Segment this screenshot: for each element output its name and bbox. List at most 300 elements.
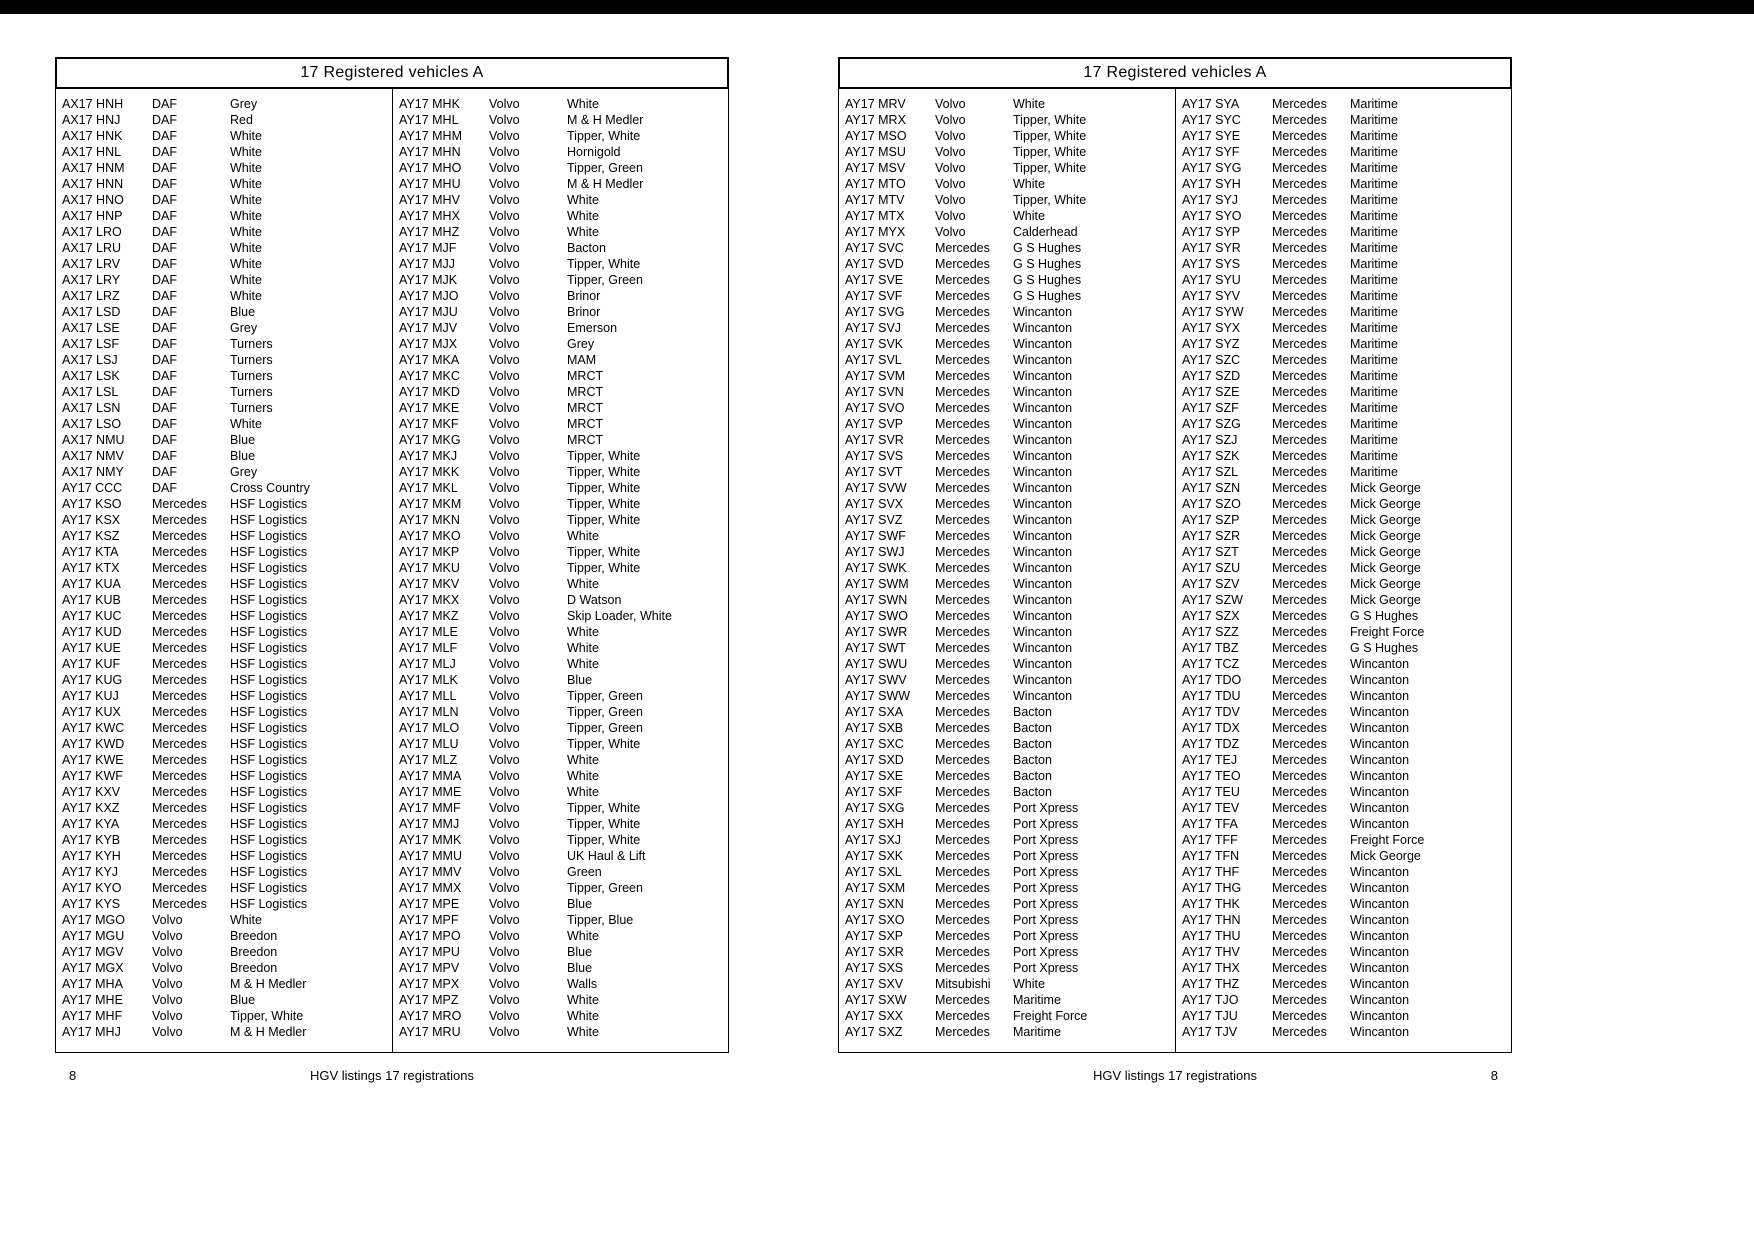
operator: Wincanton bbox=[1013, 305, 1073, 319]
operator: Cross Country bbox=[230, 481, 310, 495]
table-row bbox=[56, 608, 392, 624]
registration: AY17 TJU bbox=[1182, 1009, 1238, 1023]
operator: Tipper, White bbox=[567, 545, 641, 559]
operator: Turners bbox=[230, 353, 273, 367]
table-row bbox=[839, 736, 1175, 752]
operator: Mick George bbox=[1350, 561, 1421, 575]
operator: Brinor bbox=[567, 289, 601, 303]
table-row bbox=[393, 656, 728, 672]
operator: Wincanton bbox=[1350, 721, 1410, 735]
registration: AY17 MHJ bbox=[62, 1025, 121, 1039]
table-row bbox=[393, 512, 728, 528]
operator: White bbox=[230, 145, 262, 159]
table-row bbox=[56, 1024, 392, 1040]
registration: AY17 SZV bbox=[1182, 577, 1240, 591]
operator: Maritime bbox=[1350, 449, 1398, 463]
make: Volvo bbox=[489, 961, 520, 975]
operator: Tipper, White bbox=[567, 817, 641, 831]
make: Volvo bbox=[489, 849, 520, 863]
operator: HSF Logistics bbox=[230, 897, 308, 911]
make: Mercedes bbox=[1272, 833, 1327, 847]
table-row bbox=[1176, 464, 1511, 480]
registration: AY17 MGO bbox=[62, 913, 125, 927]
make: Mercedes bbox=[152, 881, 207, 895]
make: Mercedes bbox=[152, 545, 207, 559]
make: Mercedes bbox=[152, 689, 207, 703]
make: Mercedes bbox=[935, 369, 990, 383]
table-row bbox=[393, 464, 728, 480]
table-row bbox=[393, 368, 728, 384]
operator: Wincanton bbox=[1013, 369, 1073, 383]
registration: AY17 TDX bbox=[1182, 721, 1240, 735]
registration: AY17 MLJ bbox=[399, 657, 456, 671]
table-row bbox=[839, 336, 1175, 352]
make: Mercedes bbox=[1272, 721, 1327, 735]
operator: MAM bbox=[567, 353, 597, 367]
make: Volvo bbox=[152, 961, 183, 975]
operator: White bbox=[567, 193, 599, 207]
table-row bbox=[56, 752, 392, 768]
operator: White bbox=[230, 273, 262, 287]
operator: Mick George bbox=[1350, 497, 1421, 511]
make: Mercedes bbox=[1272, 801, 1327, 815]
registration: AY17 MLU bbox=[399, 737, 459, 751]
make: Volvo bbox=[489, 177, 520, 191]
registration: AY17 TCZ bbox=[1182, 657, 1240, 671]
make: Mercedes bbox=[152, 737, 207, 751]
operator: Wincanton bbox=[1013, 433, 1073, 447]
make: Mercedes bbox=[1272, 625, 1327, 639]
registration: AY17 SXG bbox=[845, 801, 905, 815]
make: Mercedes bbox=[1272, 225, 1327, 239]
make: Mercedes bbox=[1272, 753, 1327, 767]
operator: Mick George bbox=[1350, 513, 1421, 527]
table-row bbox=[839, 576, 1175, 592]
table-row bbox=[839, 752, 1175, 768]
registration: AY17 SZG bbox=[1182, 417, 1241, 431]
make: Mercedes bbox=[152, 497, 207, 511]
make: Mercedes bbox=[152, 769, 207, 783]
registration: AY17 KSZ bbox=[62, 529, 120, 543]
make: Mercedes bbox=[935, 257, 990, 271]
make: Volvo bbox=[489, 817, 520, 831]
registration: AY17 SZT bbox=[1182, 545, 1239, 559]
make: Volvo bbox=[489, 209, 520, 223]
make: Mercedes bbox=[935, 593, 990, 607]
make: Volvo bbox=[489, 225, 520, 239]
make: Mercedes bbox=[1272, 193, 1327, 207]
registration: AY17 MKE bbox=[399, 401, 460, 415]
make: Mercedes bbox=[935, 385, 990, 399]
registration: AY17 SWV bbox=[845, 673, 907, 687]
operator: White bbox=[567, 769, 599, 783]
operator: MRCT bbox=[567, 401, 604, 415]
make: Volvo bbox=[489, 913, 520, 927]
table-row bbox=[839, 624, 1175, 640]
operator: White bbox=[567, 225, 599, 239]
make: Mercedes bbox=[935, 529, 990, 543]
make: Mercedes bbox=[935, 801, 990, 815]
table-row bbox=[56, 736, 392, 752]
operator: Tipper, White bbox=[1013, 161, 1087, 175]
make: Mercedes bbox=[152, 865, 207, 879]
operator: White bbox=[567, 993, 599, 1007]
operator: Tipper, Green bbox=[567, 705, 643, 719]
make: Mercedes bbox=[935, 449, 990, 463]
registration: AY17 KUD bbox=[62, 625, 122, 639]
table-row bbox=[839, 704, 1175, 720]
registration: AX17 LRV bbox=[62, 257, 121, 271]
table-row bbox=[393, 992, 728, 1008]
registration: AY17 THN bbox=[1182, 913, 1241, 927]
make: Mitsubishi bbox=[935, 977, 991, 991]
operator: Wincanton bbox=[1013, 353, 1073, 367]
table-row bbox=[839, 976, 1175, 992]
table-row bbox=[839, 464, 1175, 480]
make: Mercedes bbox=[152, 721, 207, 735]
make: Volvo bbox=[489, 193, 520, 207]
table-row bbox=[1176, 224, 1511, 240]
table-row bbox=[393, 496, 728, 512]
make: Mercedes bbox=[152, 625, 207, 639]
registration: AY17 MLF bbox=[399, 641, 458, 655]
table-row bbox=[56, 400, 392, 416]
make: Mercedes bbox=[935, 689, 990, 703]
table-row bbox=[1176, 832, 1511, 848]
operator: Maritime bbox=[1350, 177, 1398, 191]
table-row bbox=[839, 256, 1175, 272]
table-row bbox=[1176, 560, 1511, 576]
make: Mercedes bbox=[1272, 817, 1327, 831]
registration: AY17 MPV bbox=[399, 961, 460, 975]
make: Mercedes bbox=[1272, 161, 1327, 175]
make: Mercedes bbox=[152, 801, 207, 815]
operator: Wincanton bbox=[1350, 929, 1410, 943]
make: Volvo bbox=[152, 993, 183, 1007]
registration: AY17 SZP bbox=[1182, 513, 1240, 527]
operator: Green bbox=[567, 865, 602, 879]
operator: Maritime bbox=[1350, 193, 1398, 207]
table-row bbox=[839, 416, 1175, 432]
operator: Wincanton bbox=[1013, 497, 1073, 511]
make: Mercedes bbox=[152, 593, 207, 607]
table-row bbox=[839, 128, 1175, 144]
table-row bbox=[393, 1008, 728, 1024]
table-row bbox=[56, 352, 392, 368]
table-row bbox=[839, 992, 1175, 1008]
table-row bbox=[839, 560, 1175, 576]
operator: Wincanton bbox=[1350, 897, 1410, 911]
make: Mercedes bbox=[1272, 273, 1327, 287]
table-row bbox=[1176, 432, 1511, 448]
registration: AY17 KSO bbox=[62, 497, 122, 511]
operator: Wincanton bbox=[1350, 1025, 1410, 1039]
make: Mercedes bbox=[935, 753, 990, 767]
table-row bbox=[393, 880, 728, 896]
make: Mercedes bbox=[1272, 945, 1327, 959]
operator: UK Haul & Lift bbox=[567, 849, 646, 863]
operator: G S Hughes bbox=[1013, 289, 1082, 303]
registration: AY17 MSU bbox=[845, 145, 906, 159]
make: Mercedes bbox=[152, 529, 207, 543]
registration: AY17 MKG bbox=[399, 433, 461, 447]
table-row bbox=[839, 224, 1175, 240]
make: DAF bbox=[152, 241, 177, 255]
operator: Grey bbox=[230, 97, 258, 111]
table-row bbox=[393, 384, 728, 400]
registration: AY17 MMU bbox=[399, 849, 462, 863]
table-row bbox=[1176, 752, 1511, 768]
make: DAF bbox=[152, 481, 177, 495]
registration: AY17 SXS bbox=[845, 961, 904, 975]
operator: HSF Logistics bbox=[230, 785, 308, 799]
make: Volvo bbox=[489, 145, 520, 159]
registration: AY17 MRX bbox=[845, 113, 906, 127]
make: Mercedes bbox=[1272, 369, 1327, 383]
make: Volvo bbox=[489, 401, 520, 415]
table-row bbox=[56, 304, 392, 320]
registration: AY17 SVP bbox=[845, 417, 904, 431]
registration: AY17 THV bbox=[1182, 945, 1240, 959]
make: Mercedes bbox=[935, 241, 990, 255]
table-row bbox=[839, 368, 1175, 384]
table-row bbox=[56, 672, 392, 688]
make: DAF bbox=[152, 209, 177, 223]
make: Mercedes bbox=[1272, 705, 1327, 719]
table-row bbox=[1176, 784, 1511, 800]
table-row bbox=[56, 640, 392, 656]
registration: AY17 SYG bbox=[1182, 161, 1242, 175]
table-row bbox=[1176, 336, 1511, 352]
registration: AY17 TFN bbox=[1182, 849, 1240, 863]
registration: AY17 SVM bbox=[845, 369, 906, 383]
page-number: 8 bbox=[1490, 1068, 1498, 1083]
make: Mercedes bbox=[1272, 737, 1327, 751]
registration: AY17 SVG bbox=[845, 305, 905, 319]
operator: Port Xpress bbox=[1013, 817, 1079, 831]
operator: Breedon bbox=[230, 929, 278, 943]
operator: Maritime bbox=[1350, 401, 1398, 415]
table-row bbox=[56, 928, 392, 944]
table-row bbox=[1176, 1008, 1511, 1024]
table-row bbox=[393, 608, 728, 624]
operator: G S Hughes bbox=[1013, 273, 1082, 287]
make: Mercedes bbox=[935, 577, 990, 591]
registration: AY17 SYF bbox=[1182, 145, 1240, 159]
make: Mercedes bbox=[1272, 241, 1327, 255]
make: Volvo bbox=[489, 113, 520, 127]
table-row bbox=[393, 224, 728, 240]
table-row bbox=[56, 208, 392, 224]
operator: MRCT bbox=[567, 385, 604, 399]
table-row bbox=[1176, 288, 1511, 304]
operator: Maritime bbox=[1350, 129, 1398, 143]
registration: AY17 SYZ bbox=[1182, 337, 1240, 351]
table-row bbox=[56, 432, 392, 448]
page-number: 8 bbox=[69, 1068, 77, 1083]
make: DAF bbox=[152, 273, 177, 287]
operator: Tipper, White bbox=[567, 129, 641, 143]
make: Mercedes bbox=[1272, 673, 1327, 687]
table-row bbox=[839, 288, 1175, 304]
table-row bbox=[56, 560, 392, 576]
operator: G S Hughes bbox=[1350, 609, 1419, 623]
make: DAF bbox=[152, 449, 177, 463]
operator: Grey bbox=[567, 337, 595, 351]
operator: Wincanton bbox=[1350, 769, 1410, 783]
vehicle-table bbox=[838, 89, 1512, 1053]
operator: HSF Logistics bbox=[230, 593, 308, 607]
table-row bbox=[56, 112, 392, 128]
operator: Walls bbox=[567, 977, 598, 991]
operator: White bbox=[567, 577, 599, 591]
make: Volvo bbox=[489, 769, 520, 783]
table-row bbox=[393, 480, 728, 496]
operator: Maritime bbox=[1350, 305, 1398, 319]
registration: AY17 SXZ bbox=[845, 1025, 903, 1039]
registration: AY17 SZX bbox=[1182, 609, 1240, 623]
operator: Mick George bbox=[1350, 529, 1421, 543]
registration: AY17 SVT bbox=[845, 465, 903, 479]
make: Mercedes bbox=[935, 353, 990, 367]
registration: AY17 THX bbox=[1182, 961, 1240, 975]
make: Mercedes bbox=[152, 561, 207, 575]
registration: AY17 MLO bbox=[399, 721, 460, 735]
table-row bbox=[1176, 320, 1511, 336]
operator: Maritime bbox=[1350, 145, 1398, 159]
table-row bbox=[56, 688, 392, 704]
table-row bbox=[1176, 256, 1511, 272]
registration: AX17 LSK bbox=[62, 369, 120, 383]
registration: AY17 SYJ bbox=[1182, 193, 1239, 207]
registration: AY17 TEU bbox=[1182, 785, 1240, 799]
table-row bbox=[839, 1008, 1175, 1024]
table-row bbox=[56, 1008, 392, 1024]
registration: AY17 MMV bbox=[399, 865, 462, 879]
table-row bbox=[839, 304, 1175, 320]
registration: AY17 SXO bbox=[845, 913, 905, 927]
operator: White bbox=[567, 929, 599, 943]
make: Mercedes bbox=[1272, 449, 1327, 463]
registration: AY17 SYC bbox=[1182, 113, 1241, 127]
registration: AY17 MKU bbox=[399, 561, 460, 575]
make: Volvo bbox=[489, 753, 520, 767]
table-row bbox=[56, 160, 392, 176]
make: Mercedes bbox=[1272, 129, 1327, 143]
operator: Mick George bbox=[1350, 593, 1421, 607]
page-right bbox=[838, 57, 1512, 1053]
operator: Mick George bbox=[1350, 545, 1421, 559]
operator: HSF Logistics bbox=[230, 577, 308, 591]
make: Mercedes bbox=[152, 897, 207, 911]
make: Volvo bbox=[489, 705, 520, 719]
table-row bbox=[56, 144, 392, 160]
table-row bbox=[1176, 672, 1511, 688]
table-row bbox=[393, 176, 728, 192]
table-row bbox=[393, 784, 728, 800]
registration: AY17 SVF bbox=[845, 289, 903, 303]
registration: AY17 MHA bbox=[62, 977, 123, 991]
operator: Maritime bbox=[1350, 465, 1398, 479]
make: Volvo bbox=[489, 545, 520, 559]
operator: Wincanton bbox=[1350, 945, 1410, 959]
make: Volvo bbox=[489, 737, 520, 751]
table-row bbox=[56, 336, 392, 352]
operator: Tipper, White bbox=[1013, 145, 1087, 159]
make: Volvo bbox=[152, 1025, 183, 1039]
make: Mercedes bbox=[935, 625, 990, 639]
operator: Wincanton bbox=[1013, 689, 1073, 703]
registration: AY17 MRU bbox=[399, 1025, 461, 1039]
registration: AY17 MLZ bbox=[399, 753, 458, 767]
operator: White bbox=[567, 785, 599, 799]
registration: AY17 THG bbox=[1182, 881, 1242, 895]
table-row bbox=[839, 448, 1175, 464]
registration: AY17 SXB bbox=[845, 721, 904, 735]
make: Mercedes bbox=[1272, 321, 1327, 335]
make: Volvo bbox=[489, 1009, 520, 1023]
vehicle-column-1 bbox=[839, 89, 1175, 1052]
table-row bbox=[1176, 592, 1511, 608]
registration: AY17 KUJ bbox=[62, 689, 119, 703]
operator: HSF Logistics bbox=[230, 705, 308, 719]
table-row bbox=[1176, 704, 1511, 720]
table-row bbox=[1176, 352, 1511, 368]
table-row bbox=[1176, 480, 1511, 496]
table-row bbox=[1176, 416, 1511, 432]
operator: Wincanton bbox=[1013, 481, 1073, 495]
table-row bbox=[56, 96, 392, 112]
make: Mercedes bbox=[1272, 401, 1327, 415]
table-row bbox=[56, 464, 392, 480]
registration: AY17 TFF bbox=[1182, 833, 1238, 847]
table-row bbox=[56, 624, 392, 640]
table-row bbox=[393, 304, 728, 320]
operator: Brinor bbox=[567, 305, 601, 319]
operator: Mick George bbox=[1350, 849, 1421, 863]
registration: AY17 SYV bbox=[1182, 289, 1241, 303]
make: Volvo bbox=[489, 561, 520, 575]
make: Volvo bbox=[489, 129, 520, 143]
table-row bbox=[1176, 816, 1511, 832]
registration: AX17 LSD bbox=[62, 305, 121, 319]
table-row bbox=[1176, 944, 1511, 960]
make: DAF bbox=[152, 97, 177, 111]
registration: AY17 SZU bbox=[1182, 561, 1241, 575]
registration: AY17 MKL bbox=[399, 481, 458, 495]
operator: Tipper, Green bbox=[567, 689, 643, 703]
registration: AY17 KYO bbox=[62, 881, 122, 895]
operator: Wincanton bbox=[1350, 913, 1410, 927]
make: Mercedes bbox=[935, 785, 990, 799]
registration: AY17 MJV bbox=[399, 321, 458, 335]
operator: HSF Logistics bbox=[230, 753, 308, 767]
registration: AY17 MMK bbox=[399, 833, 462, 847]
operator: Wincanton bbox=[1350, 705, 1410, 719]
operator: HSF Logistics bbox=[230, 721, 308, 735]
registration: AY17 KXZ bbox=[62, 801, 120, 815]
table-row bbox=[1176, 608, 1511, 624]
registration: AY17 MMA bbox=[399, 769, 462, 783]
table-row bbox=[1176, 976, 1511, 992]
table-row bbox=[393, 112, 728, 128]
registration: AY17 MKF bbox=[399, 417, 459, 431]
table-row bbox=[1176, 96, 1511, 112]
table-row bbox=[393, 256, 728, 272]
table-row bbox=[1176, 368, 1511, 384]
operator: HSF Logistics bbox=[230, 689, 308, 703]
table-row bbox=[393, 960, 728, 976]
